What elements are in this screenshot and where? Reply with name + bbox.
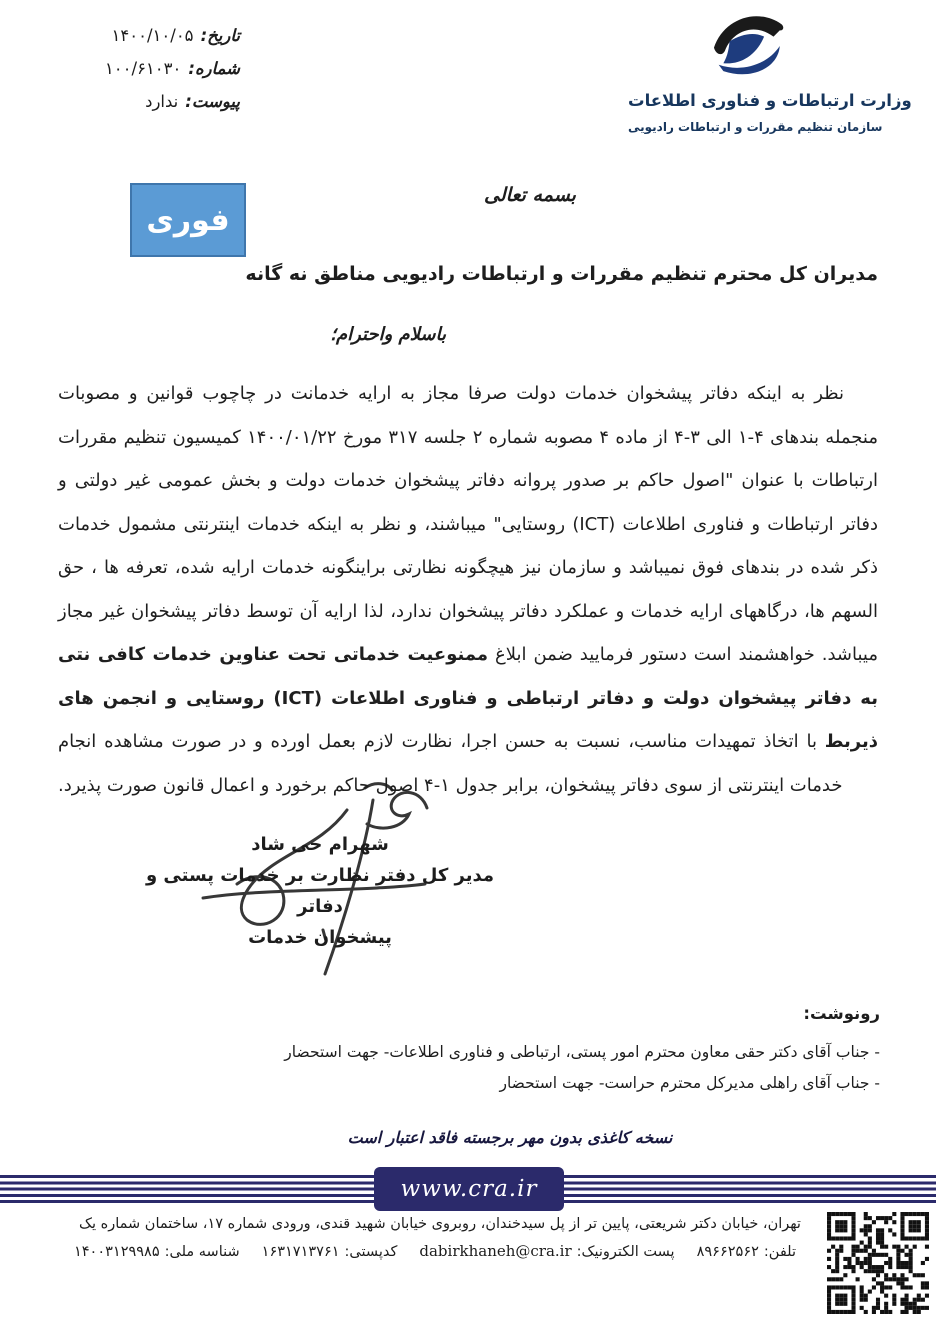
contact-value: ۸۹۶۶۲۵۶۲: [696, 1244, 759, 1260]
body-segment: مشاهده انجام خدمات اینترنتی از سوی دفاتر پیشخوان، برابر جدول ۱-۴ اصول حاکم برخورد و اعمال قانون صورت پذیرد.: [58, 731, 843, 796]
letter-meta-block: [58, 26, 240, 125]
addressee-line: مدیران کل محترم تنظیم مقررات و ارتباطات رادیویی مناطق نه گانه: [245, 263, 878, 285]
meta-label: شماره:: [188, 59, 240, 78]
meta-value: ۱۰۰/۶۱۰۳۰: [104, 59, 182, 78]
body-segment: است دستور فرمایید ضمن ابلاغ: [488, 644, 732, 665]
contact-label: شناسه ملی:: [164, 1244, 240, 1260]
qr-code: [827, 1212, 929, 1314]
ministry-name: وزارت ارتباطات و فناوری اطلاعات: [628, 91, 912, 110]
cra-logo-icon: [703, 6, 797, 86]
cc-item: - جناب آقای دکتر حقی معاون محترم امور پستی، ارتباطی و فناوری اطلاعات- جهت استحضار: [284, 1043, 880, 1061]
urgent-stamp: فوری: [130, 183, 246, 257]
body-segment: ممنوعیت خدماتی تحت عناوین خدمات کافی نتی به دفاتر پیشخوان دولت و دفاتر ارتباطی و فناوری: [58, 644, 878, 709]
body-segment: نظر به اینکه دفاتر پیشخوان خدمات دولت صرفا مجاز به ارایه خدمانت در چاچوب قوانین و مصوبات منجمله بندهای ۴-۱ الی: [58, 383, 878, 448]
body-segment: دفاتر پیشخوان خدمات دولت و بخش عمومی غیر دولتی و دفاتر ارتباطات و فناوری اطلاعات (ICT) روستایی" میباشند، و نظر به اینکه: [58, 470, 878, 535]
meta-value: ندارد: [145, 92, 179, 111]
salutation-line: باسلام واحترام؛: [330, 324, 446, 345]
contact-label: کدپستی:: [344, 1244, 398, 1260]
contact-item: [74, 1244, 240, 1260]
validity-note: نسخه کاغذی بدون مهر برجسته فاقد اعتبار است: [347, 1128, 673, 1147]
website-url: www.cra.ir: [400, 1176, 538, 1202]
meta-value: ۱۴۰۰/۱۰/۰۵: [111, 26, 194, 45]
contact-item: [419, 1244, 674, 1260]
contact-label: پست الکترونیک:: [576, 1244, 675, 1260]
signer-name: شهرام حی شاد: [251, 834, 389, 855]
footer-address: تهران، خیابان دکتر شریعتی، پایین تر از پل سیدخندان، روبروی خیابان شهید قندی، ورودی شماره ۱۷، ساختمان شماره یک: [79, 1216, 801, 1232]
signer-title-line2: پیشخوان خدمات: [248, 927, 392, 948]
body-segment: خدمات اینترنتی مشمول خدمات ذکر شده در بندهای فوق نمیباشد و سازمان نیز هیچگونه نظارتی براینگونه خدمات ارایه شده، تعرفه ها: [58, 513, 878, 578]
meta-label: تاریخ:: [200, 26, 240, 45]
body-segment: ۳-۴ از ماده ۴ مصوبه شماره ۲ جلسه ۳۱۷ مورخ ۱۴۰۰/۰۱/۲۲ کمیسیون تنظیم مقررات ارتباطات با عنوان "اصول حاکم بر صدور پروانه: [58, 426, 878, 491]
cc-block: [284, 1004, 880, 1099]
bismillah-text: بسمه تعالی: [484, 184, 576, 206]
meta-row: [58, 26, 240, 45]
contact-label: تلفن:: [763, 1244, 797, 1260]
meta-row: [58, 59, 240, 78]
contact-value: ۱۴۰۰۳۱۲۹۹۸۵: [73, 1244, 160, 1260]
contact-item: [697, 1244, 796, 1260]
website-banner: [374, 1167, 564, 1211]
organization-name: سازمان تنظیم مقررات و ارتباطات رادیویی: [628, 120, 883, 134]
signature-block: [128, 830, 512, 953]
body-segment: ، حق السهم ها، درگاههای ارایه خدمات و عملکرد دفاتر پیشخوان ندارد، لذا ارایه آن توسط دفاتر پیشخوان غیر مجاز میباشد. خواهشمند: [58, 557, 878, 665]
cc-item: - جناب آقای راهلی مدیرکل محترم حراست- جهت استحضار: [499, 1074, 880, 1092]
meta-row: [58, 92, 240, 111]
body-paragraph: [58, 372, 878, 807]
signer-title-line1: مدیر کل دفتر نظارت بر خدمات پستی و دفاتر: [145, 865, 495, 917]
body-segment: اطلاعات (ICT) روستایی و انجمن های ذیربط: [58, 687, 878, 752]
body-segment: با اتخاذ تمهیدات مناسب، نسبت به حسن اجرا، نظارت لازم بعمل اورده و در صورت: [171, 731, 825, 752]
contact-item: [262, 1244, 398, 1260]
header-logo-block: [628, 6, 912, 134]
meta-label: پیوست:: [185, 92, 240, 111]
cc-heading: رونوشت:: [803, 1004, 880, 1023]
footer-contacts: [30, 1242, 840, 1260]
contact-value: ۱۶۳۱۷۱۳۷۶۱: [261, 1244, 340, 1260]
contact-value: dabirkhaneh@cra.ir: [419, 1242, 572, 1260]
